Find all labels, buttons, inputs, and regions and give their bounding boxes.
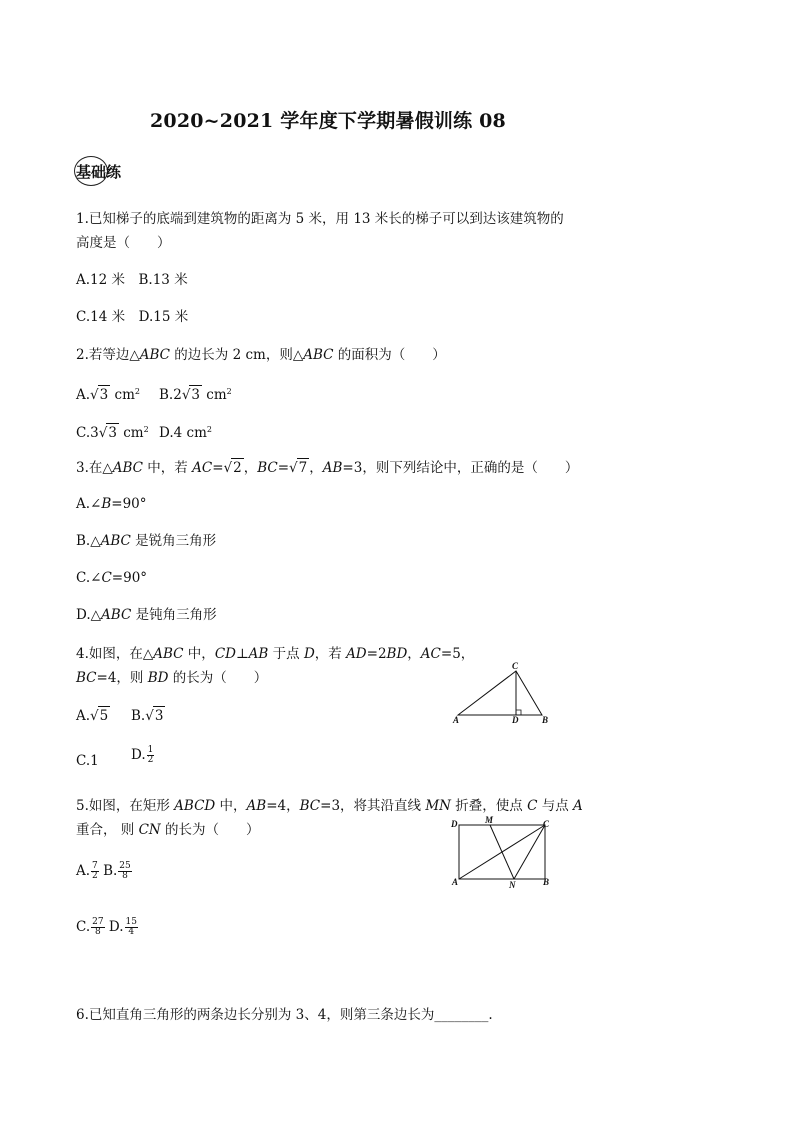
- q2-option-d: [159, 421, 212, 442]
- denominator: 2: [92, 871, 98, 881]
- numerator: 25: [119, 861, 131, 871]
- q3-var: B: [101, 496, 112, 512]
- q4-text: 的长为（ ）: [168, 670, 268, 686]
- fraction: [125, 918, 138, 937]
- q2-var: ABC: [139, 347, 171, 363]
- fraction: [91, 918, 104, 937]
- q6-text: .: [488, 1007, 493, 1023]
- sqrt-symbol: √3: [145, 708, 164, 724]
- radicand: 7: [298, 460, 308, 476]
- sqrt-symbol: √3: [98, 425, 117, 441]
- fraction: [118, 862, 131, 881]
- segment-cn: [514, 825, 545, 879]
- answer-blank[interactable]: ________: [434, 1007, 489, 1023]
- denominator: 8: [122, 871, 128, 881]
- q5-var: ABCD: [174, 798, 216, 814]
- label-a: A: [452, 877, 459, 887]
- option-label: A.: [76, 387, 91, 403]
- q3-stem: [76, 458, 578, 477]
- option-label: C.: [76, 919, 91, 935]
- label-d: D: [512, 715, 519, 725]
- sqrt-symbol: √2: [223, 460, 242, 476]
- q5-text: =3，将其沿直线: [320, 798, 426, 814]
- q5-text: 的长为（ ）: [160, 822, 260, 838]
- radicand: 3: [191, 387, 201, 403]
- sqrt-symbol: √3: [181, 387, 201, 403]
- q3-var: BC: [257, 460, 278, 476]
- q5-text: 5.如图，在矩形: [76, 798, 175, 814]
- q3-text: =3，则下列结论中，正确的是（ ）: [342, 460, 579, 476]
- label-d: D: [451, 819, 458, 829]
- label-c: C: [543, 819, 550, 829]
- q4-text: ，若: [314, 646, 347, 662]
- q4-option-c: C.1: [76, 753, 99, 769]
- q3-var: ABC: [101, 607, 132, 623]
- radicand: 3: [108, 425, 117, 441]
- q5-text: 折叠，使点: [450, 798, 528, 814]
- q4-text: ⊥: [235, 646, 249, 662]
- q4-triangle-figure: [450, 660, 560, 726]
- option-label: C.3: [76, 425, 99, 441]
- exponent: 2: [134, 387, 140, 396]
- denominator: 2: [147, 755, 154, 765]
- label-n: N: [509, 880, 516, 890]
- option-label: B.△: [76, 533, 101, 549]
- radicand: 3: [154, 708, 164, 724]
- q6-stem: [76, 1006, 493, 1024]
- option-label: A.∠: [76, 496, 102, 512]
- q3-option-c: [76, 569, 147, 587]
- q4-var: BD: [386, 646, 408, 662]
- option-label: D.4 cm: [159, 425, 207, 441]
- option-label: C.∠: [76, 570, 102, 586]
- fold-line-mn: [490, 825, 514, 879]
- label-m: M: [485, 815, 494, 825]
- sqrt-symbol: √3: [90, 387, 109, 403]
- q4-var: AB: [248, 646, 269, 662]
- q4-stem-line1: [76, 645, 474, 663]
- q3-var: ABC: [100, 533, 131, 549]
- section-badge: [74, 156, 132, 186]
- q3-option-a: [76, 495, 147, 513]
- label-b: B: [542, 715, 549, 725]
- page-title: 2020~2021 学年度下学期暑假训练 08: [150, 110, 506, 132]
- q3-text: =: [212, 460, 224, 476]
- numerator: 15: [125, 917, 137, 927]
- q3-text: 3.在△: [76, 460, 113, 476]
- triangle-abc: [458, 671, 542, 715]
- q4-var: BD: [147, 670, 169, 686]
- option-label: D.△: [76, 607, 102, 623]
- unit: cm: [110, 387, 135, 403]
- label-c: C: [512, 661, 519, 671]
- q5-options-ab: [76, 862, 132, 881]
- option-label: D.: [131, 747, 146, 763]
- q2-option-a: [76, 383, 140, 404]
- numerator: 7: [92, 861, 98, 871]
- q1-options-cd: C.14 米 D.15 米: [76, 309, 189, 325]
- q4-var: ABC: [153, 646, 184, 662]
- q5-text: 与点: [537, 798, 574, 814]
- q4-option-a: [76, 706, 110, 725]
- q1-stem-line2: 高度是（ ）: [76, 235, 171, 251]
- q4-var: AC: [420, 646, 441, 662]
- option-label: A.: [76, 863, 91, 879]
- q3-var: AC: [192, 460, 213, 476]
- exponent: 2: [143, 425, 149, 434]
- q4-text: 中，: [183, 646, 215, 662]
- fraction: [91, 862, 99, 881]
- q2-text: 的面积为（ ）: [333, 347, 446, 363]
- option-label: D.: [104, 919, 124, 935]
- q5-var: AB: [246, 798, 267, 814]
- q3-text: ，: [309, 460, 323, 476]
- q4-text: 4.如图，在△: [76, 646, 154, 662]
- q3-var: AB: [322, 460, 343, 476]
- numerator: 1: [147, 745, 154, 755]
- q5-var: C: [527, 798, 538, 814]
- q3-option-b: [76, 532, 216, 550]
- q3-text: ，: [243, 460, 258, 476]
- q4-var: CD: [214, 646, 236, 662]
- q3-text: 中，若: [143, 460, 193, 476]
- denominator: 4: [128, 927, 135, 937]
- q5-rectangle-figure: [448, 814, 560, 890]
- badge-label: 基础练: [76, 163, 122, 181]
- q2-stem: [76, 346, 446, 364]
- q5-var: BC: [299, 798, 321, 814]
- unit: cm: [118, 425, 144, 441]
- q4-text: =2: [366, 646, 387, 662]
- fraction: [147, 746, 155, 765]
- q5-stem-line2: [76, 821, 260, 839]
- q6-text: 6.已知直角三角形的两条边长分别为 3、4，则第三条边长为: [76, 1007, 435, 1023]
- q3-var: C: [101, 570, 112, 586]
- q5-stem-line1: [76, 797, 583, 815]
- option-label: A.: [76, 708, 91, 724]
- q4-var: D: [303, 646, 315, 662]
- q5-text: 中，: [215, 798, 247, 814]
- radicand: 2: [233, 460, 242, 476]
- q5-text: =4，: [266, 798, 300, 814]
- q5-var: A: [573, 798, 583, 814]
- q4-text: =5，: [440, 646, 475, 662]
- option-label: B.: [131, 708, 146, 724]
- option-text: =90°: [111, 496, 147, 512]
- q2-option-c: [76, 421, 149, 442]
- q4-text: =4，则: [96, 670, 148, 686]
- unit: cm: [202, 387, 227, 403]
- numerator: 27: [92, 917, 104, 927]
- radicand: 3: [99, 387, 109, 403]
- option-label: B.2: [159, 387, 182, 403]
- q5-text: 重合， 则: [76, 822, 139, 838]
- label-a: A: [453, 715, 460, 725]
- q3-var: ABC: [112, 460, 144, 476]
- q3-option-d: [76, 606, 217, 624]
- q2-var: ABC: [303, 347, 334, 363]
- option-text: 是钝角三角形: [131, 607, 217, 623]
- q5-var: MN: [425, 798, 451, 814]
- q4-text: 于点: [268, 646, 304, 662]
- exponent: 2: [206, 425, 212, 434]
- q3-text: =: [277, 460, 290, 476]
- exponent: 2: [226, 387, 232, 396]
- q1-stem-line1: 1.已知梯子的底端到建筑物的距离为 5 米，用 13 米长的梯子可以到达该建筑物的: [76, 211, 564, 227]
- radicand: 5: [99, 708, 109, 724]
- option-text: 是锐角三角形: [130, 533, 217, 549]
- q2-option-b: [159, 383, 232, 404]
- q5-options-cd: [76, 918, 138, 937]
- label-b: B: [543, 877, 550, 887]
- q4-var: AD: [346, 646, 367, 662]
- q4-stem-line2: [76, 669, 267, 687]
- q2-text: 2.若等边△: [76, 347, 140, 363]
- q4-var: BC: [76, 670, 97, 686]
- sqrt-symbol: √7: [289, 460, 308, 476]
- q1-options-ab: A.12 米 B.13 米: [76, 272, 188, 288]
- q4-text: ，: [407, 646, 421, 662]
- q5-var: CN: [138, 822, 161, 838]
- q2-text: 的边长为 2 cm，则△: [170, 347, 304, 363]
- q4-option-d: [131, 746, 154, 765]
- denominator: 8: [95, 927, 101, 937]
- q4-option-b: [131, 706, 165, 725]
- option-text: =90°: [111, 570, 148, 586]
- sqrt-symbol: √5: [90, 708, 109, 724]
- option-label: B.: [98, 863, 118, 879]
